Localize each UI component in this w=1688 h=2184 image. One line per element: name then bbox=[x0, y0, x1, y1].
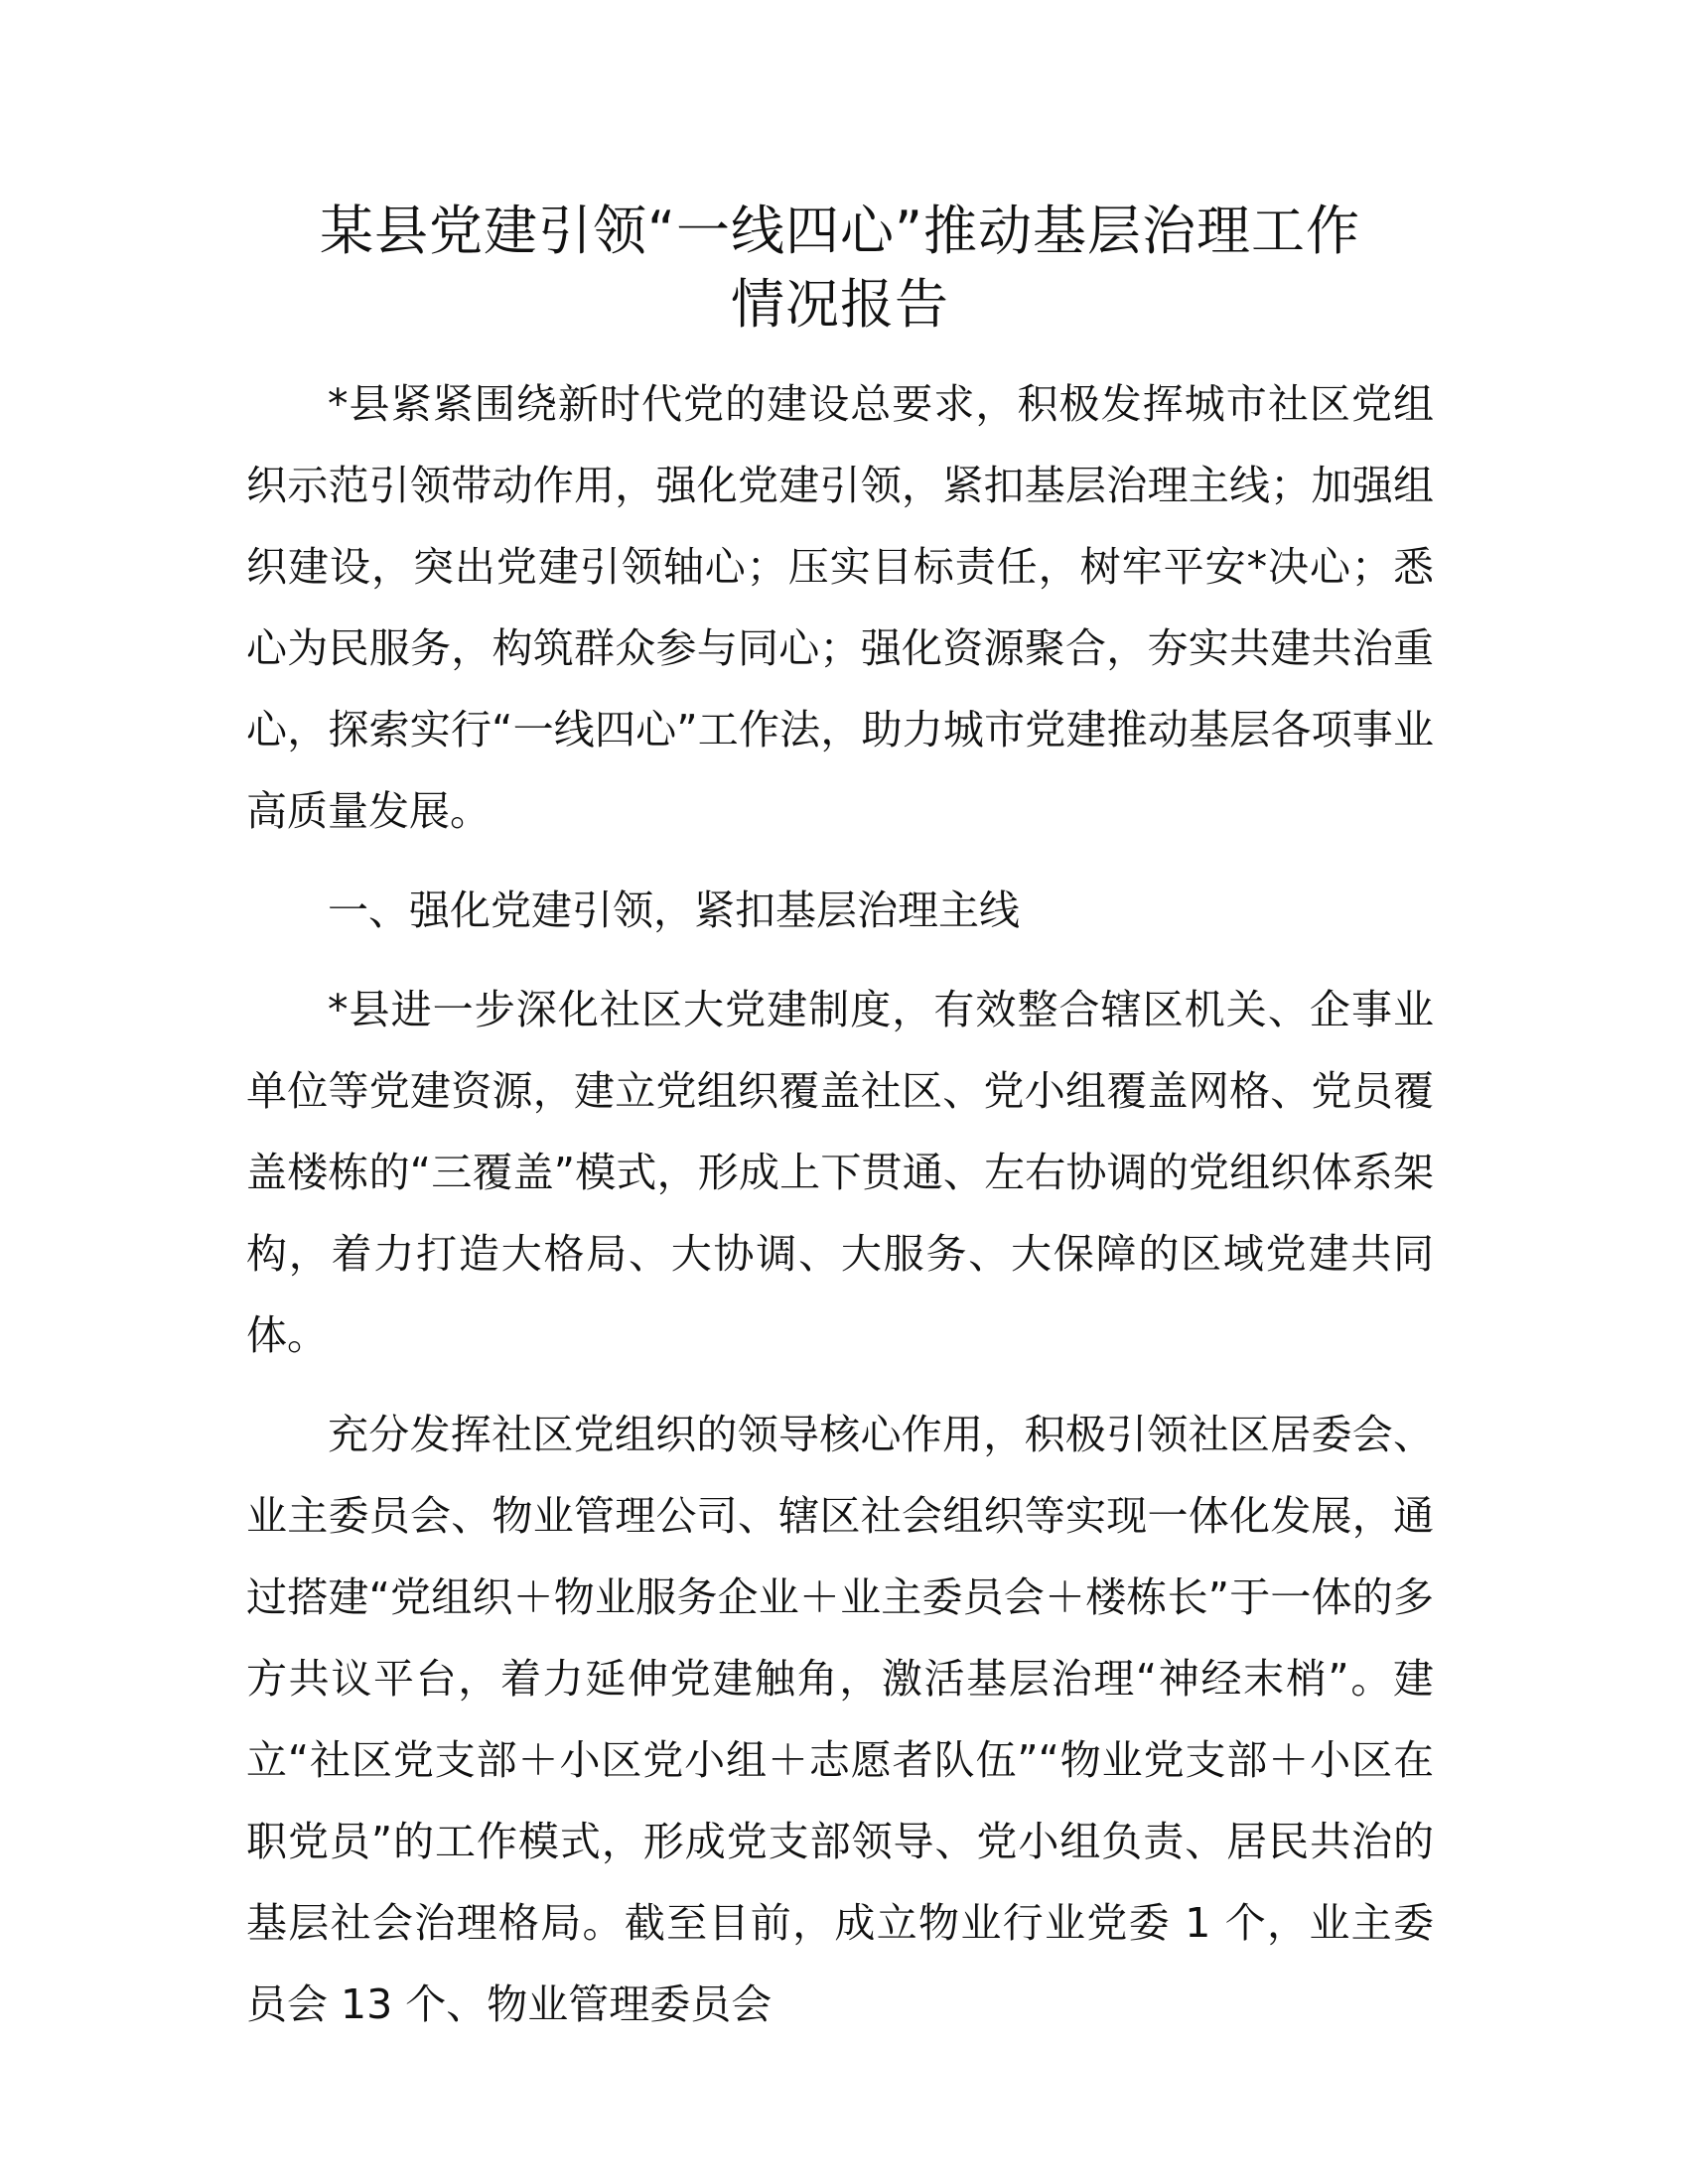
title-line-1: 某县党建引领“一线四心”推动基层治理工作 bbox=[320, 200, 1360, 262]
intro-paragraph: *县紧紧围绕新时代党的建设总要求，积极发挥城市社区党组织示范引领带动作用，强化党建引领，紧扣基层治理主线；加强组织建设，突出党建引领轴心；压实目标责任，树牢平安*决心；悉心为民服务，构筑群众参与同心；强化资源聚合，夯实共建共治重心，探索实行“一线四心”工作法，助力城市党建推动基层各项事业高质量发展。 bbox=[246, 380, 1434, 835]
document-body bbox=[246, 363, 1434, 2045]
body-paragraph-2: 充分发挥社区党组织的领导核心作用，积极引领社区居委会、业主委员会、物业管理公司、辖区社会组织等实现一体化发展，通过搭建“党组织＋物业服务企业＋业主委员会＋楼栋长”于一体的多方共议平台，着力延伸党建触角，激活基层治理“神经末梢”。建立“社区党支部＋小区党小组＋志愿者队伍”“物业党支部＋小区在职党员”的工作模式，形成党支部领导、党小组负责、居民共治的基层社会治理格局。截至目前，成立物业行业党委 1 个，业主委员会 13 个、物业管理委员会 bbox=[246, 1411, 1434, 2028]
section-heading-1: 一、强化党建引领，紧扣基层治理主线 bbox=[328, 887, 1020, 934]
document-page bbox=[246, 195, 1434, 2045]
document-title bbox=[246, 195, 1434, 341]
title-line-2: 情况报告 bbox=[731, 273, 949, 336]
body-paragraph-1: *县进一步深化社区大党建制度，有效整合辖区机关、企事业单位等党建资源，建立党组织覆盖社区、党小组覆盖网格、党员覆盖楼栋的“三覆盖”模式，形成上下贯通、左右协调的党组织体系架构，着力打造大格局、大协调、大服务、大保障的区域党建共同体。 bbox=[246, 986, 1434, 1359]
